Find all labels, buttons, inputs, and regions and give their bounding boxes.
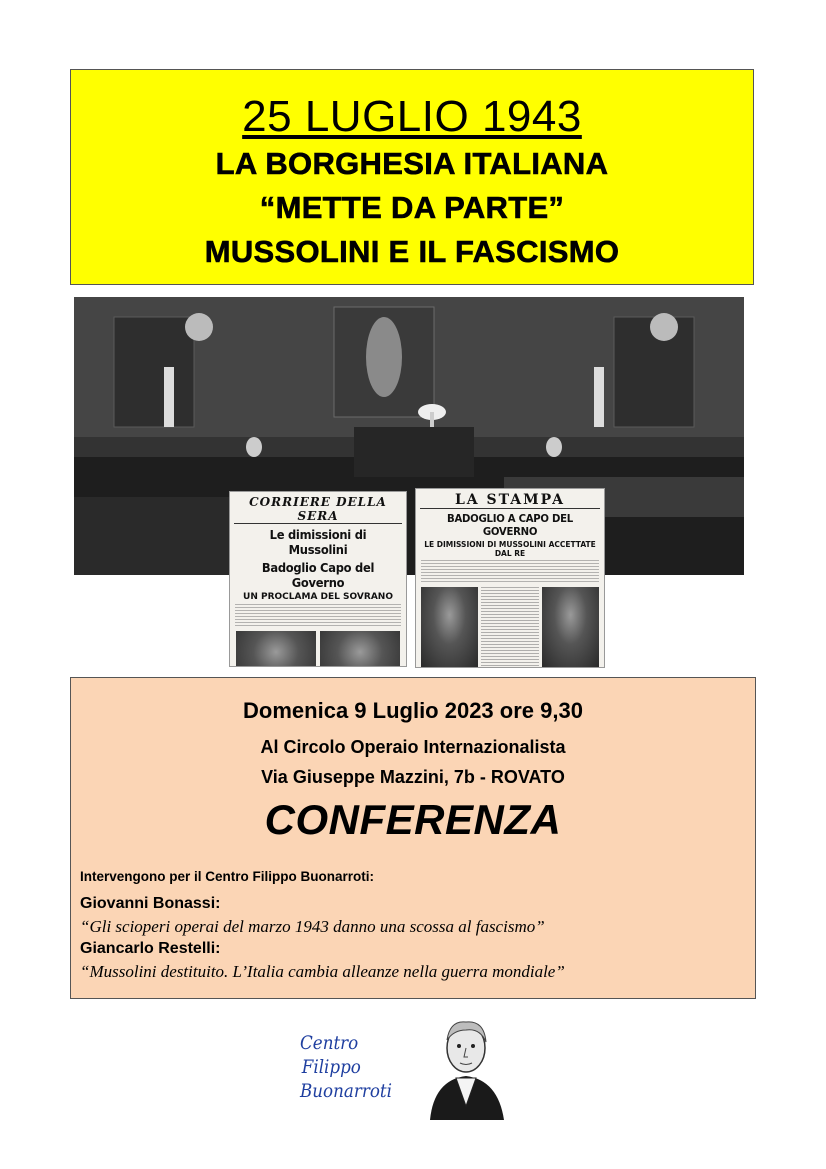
stampa-masthead: LA STAMPA <box>420 489 600 509</box>
corriere-headline-2: Badoglio Capo del Governo <box>261 560 375 590</box>
corriere-headline-1: Le dimissioni di Mussolini <box>269 527 367 557</box>
speaker-1-talk: “Gli scioperi operai del marzo 1943 danno una scossa al fascismo” <box>80 917 545 936</box>
corriere-text-block <box>235 604 401 628</box>
subtitle-line-1: LA BORGHESIA ITALIANA <box>215 146 609 181</box>
logo-line-3: Buonarroti <box>300 1080 392 1102</box>
stampa-subhead: LE DIMISSIONI DI MUSSOLINI ACCETTATE DAL RE <box>424 540 596 558</box>
corriere-subhead: UN PROCLAMA DEL SOVRANO <box>243 592 393 602</box>
speaker-1-name: Giovanni Bonassi: <box>80 895 221 912</box>
stampa-headline: BADOGLIO A CAPO DEL GOVERNO <box>447 512 573 538</box>
logo-line-1: Centro <box>300 1032 359 1054</box>
event-date: Domenica 9 Luglio 2023 ore 9,30 <box>243 698 583 723</box>
historical-photo <box>74 297 744 575</box>
corriere-photo-left <box>236 631 316 667</box>
centro-buonarroti-logo <box>300 1031 405 1103</box>
event-place: Al Circolo Operaio Internazionalista <box>260 737 566 757</box>
newspaper-stampa <box>415 488 605 668</box>
stampa-column <box>481 587 538 667</box>
speaker-2-name: Giancarlo Restelli: <box>80 940 221 957</box>
photo-illustration <box>74 297 744 575</box>
stampa-photo-right <box>542 587 599 667</box>
date-title: 25 LUGLIO 1943 <box>242 92 582 141</box>
speakers-intro: Intervengono per il Centro Filippo Buonarroti: <box>80 869 374 884</box>
newspaper-corriere <box>229 491 407 667</box>
title-banner <box>70 69 754 285</box>
stampa-photo-left <box>421 587 478 667</box>
event-info-box <box>70 677 756 999</box>
speaker-2-talk: “Mussolini destituito. L’Italia cambia alleanze nella guerra mondiale” <box>80 962 565 981</box>
event-type: CONFERENZA <box>264 796 562 843</box>
stampa-columns <box>421 587 599 667</box>
corriere-photo-right <box>320 631 400 667</box>
corriere-masthead: CORRIERE DELLA SERA <box>234 492 402 524</box>
corriere-photos <box>236 631 400 667</box>
subtitle-line-3: MUSSOLINI E IL FASCISMO <box>204 234 620 269</box>
subtitle-line-2: “METTE DA PARTE” <box>259 190 565 225</box>
stampa-text-block <box>421 560 599 584</box>
buonarroti-portrait <box>420 1010 512 1120</box>
event-address: Via Giuseppe Mazzini, 7b - ROVATO <box>261 767 565 787</box>
logo-line-2: Filippo <box>301 1056 361 1078</box>
